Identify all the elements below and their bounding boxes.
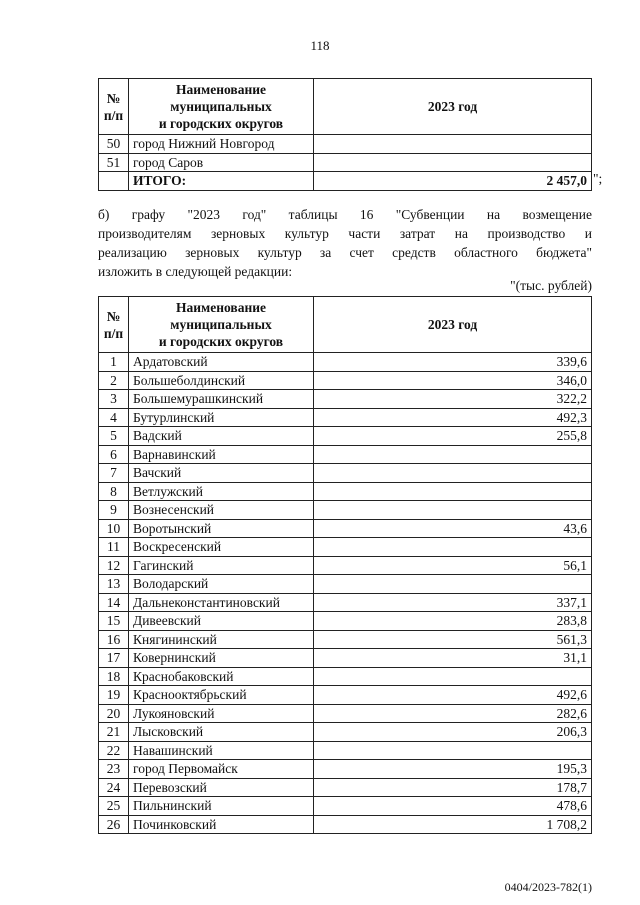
row-number: 21 — [99, 723, 129, 742]
row-number: 7 — [99, 464, 129, 483]
document-code: 0404/2023-782(1) — [504, 880, 592, 894]
table-row — [99, 741, 592, 760]
table-row — [99, 667, 592, 686]
row-name: Дальнеконстантиновский — [129, 593, 314, 612]
row-number: 25 — [99, 797, 129, 816]
row-value: 561,3 — [314, 630, 592, 649]
row-number: 1 — [99, 353, 129, 372]
row-number: 18 — [99, 667, 129, 686]
table-row — [99, 371, 592, 390]
row-value: 283,8 — [314, 612, 592, 631]
row-value — [314, 482, 592, 501]
row-number: 17 — [99, 649, 129, 668]
row-number: 12 — [99, 556, 129, 575]
row-name: Краснооктябрьский — [129, 686, 314, 705]
row-number: 8 — [99, 482, 129, 501]
row-number: 26 — [99, 815, 129, 834]
table-row — [99, 464, 592, 483]
row-name: Ардатовский — [129, 353, 314, 372]
row-name: Бутурлинский — [129, 408, 314, 427]
header-num: № п/п — [99, 297, 129, 353]
table-row — [99, 649, 592, 668]
row-value: 337,1 — [314, 593, 592, 612]
row-name: Воскресенский — [129, 538, 314, 557]
row-number: 10 — [99, 519, 129, 538]
row-name: Пильнинский — [129, 797, 314, 816]
row-number: 3 — [99, 390, 129, 409]
header-year: 2023 год — [314, 297, 592, 353]
row-value: 56,1 — [314, 556, 592, 575]
table-top — [98, 78, 592, 191]
row-number: 13 — [99, 575, 129, 594]
page-number: 118 — [310, 38, 330, 53]
row-value: 255,8 — [314, 427, 592, 446]
row-name: Володарский — [129, 575, 314, 594]
table-row — [99, 723, 592, 742]
table-row — [99, 390, 592, 409]
header-name: Наименование муниципальных и городских округов — [129, 79, 314, 135]
row-name: Ковернинский — [129, 649, 314, 668]
row-value — [314, 538, 592, 557]
row-value — [314, 135, 592, 154]
table-row — [99, 778, 592, 797]
row-name: город Нижний Новгород — [129, 135, 314, 154]
row-value — [314, 667, 592, 686]
row-value: 492,3 — [314, 408, 592, 427]
header-name: Наименование муниципальных и городских округов — [129, 297, 314, 353]
row-value: 282,6 — [314, 704, 592, 723]
table-row — [99, 538, 592, 557]
table-row — [99, 704, 592, 723]
total-label: ИТОГО: — [129, 172, 314, 191]
row-number: 11 — [99, 538, 129, 557]
row-number: 2 — [99, 371, 129, 390]
row-value: 346,0 — [314, 371, 592, 390]
row-name: город Саров — [129, 153, 314, 172]
row-value: 322,2 — [314, 390, 592, 409]
row-number: 16 — [99, 630, 129, 649]
table-row — [99, 408, 592, 427]
row-value: 31,1 — [314, 649, 592, 668]
paragraph-line: производителям зерновых культур части затрат на производство и — [98, 226, 592, 241]
row-name: Воротынский — [129, 519, 314, 538]
row-number: 22 — [99, 741, 129, 760]
row-name: Перевозский — [129, 778, 314, 797]
row-value: 195,3 — [314, 760, 592, 779]
row-value: 206,3 — [314, 723, 592, 742]
row-name: Гагинский — [129, 556, 314, 575]
row-number: 14 — [99, 593, 129, 612]
header-year: 2023 год — [314, 79, 592, 135]
table-row — [99, 135, 592, 154]
row-name: Починковский — [129, 815, 314, 834]
table-row — [99, 482, 592, 501]
row-number: 19 — [99, 686, 129, 705]
amendment-paragraph — [98, 205, 592, 281]
row-name: Лысковский — [129, 723, 314, 742]
total-num-cell — [99, 172, 129, 191]
total-value: 2 457,0 — [314, 172, 592, 191]
row-value: 43,6 — [314, 519, 592, 538]
table-main — [98, 296, 592, 834]
closing-quote: "; — [593, 171, 603, 186]
table-row — [99, 630, 592, 649]
paragraph-line: реализацию зерновых культур за счет средств областного бюджета" — [98, 245, 592, 260]
table-row — [99, 612, 592, 631]
row-value: 178,7 — [314, 778, 592, 797]
table-row — [99, 686, 592, 705]
row-name: Вадский — [129, 427, 314, 446]
row-value — [314, 741, 592, 760]
row-value — [314, 501, 592, 520]
row-value — [314, 464, 592, 483]
table-row — [99, 153, 592, 172]
row-name: Ветлужский — [129, 482, 314, 501]
table-row — [99, 445, 592, 464]
row-name: Большеболдинский — [129, 371, 314, 390]
table-row — [99, 593, 592, 612]
row-number: 24 — [99, 778, 129, 797]
table-row — [99, 760, 592, 779]
row-name: Варнавинский — [129, 445, 314, 464]
table-header-row — [99, 79, 592, 135]
table-row — [99, 353, 592, 372]
row-value — [314, 575, 592, 594]
paragraph-line: б) графу "2023 год" таблицы 16 "Субвенции на возмещение — [98, 207, 592, 222]
table-row — [99, 797, 592, 816]
unit-label: "(тыс. рублей) — [510, 278, 592, 293]
row-number: 50 — [99, 135, 129, 154]
row-value: 492,6 — [314, 686, 592, 705]
row-name: Вачский — [129, 464, 314, 483]
table-row — [99, 556, 592, 575]
table-row — [99, 501, 592, 520]
row-name: Большемурашкинский — [129, 390, 314, 409]
row-name: Дивеевский — [129, 612, 314, 631]
row-number: 4 — [99, 408, 129, 427]
row-number: 6 — [99, 445, 129, 464]
total-row — [99, 172, 592, 191]
row-name: Краснобаковский — [129, 667, 314, 686]
row-value: 1 708,2 — [314, 815, 592, 834]
row-name: Княгининский — [129, 630, 314, 649]
paragraph-line: изложить в следующей редакции: — [98, 264, 293, 279]
row-value: 478,6 — [314, 797, 592, 816]
table-row — [99, 519, 592, 538]
row-number: 15 — [99, 612, 129, 631]
row-name: Навашинский — [129, 741, 314, 760]
table-row — [99, 575, 592, 594]
table-row — [99, 427, 592, 446]
row-number: 51 — [99, 153, 129, 172]
row-number: 23 — [99, 760, 129, 779]
row-name: Вознесенский — [129, 501, 314, 520]
row-value — [314, 445, 592, 464]
header-num: № п/п — [99, 79, 129, 135]
table-row — [99, 815, 592, 834]
row-value: 339,6 — [314, 353, 592, 372]
row-number: 5 — [99, 427, 129, 446]
row-value — [314, 153, 592, 172]
row-number: 9 — [99, 501, 129, 520]
row-number: 20 — [99, 704, 129, 723]
table-header-row — [99, 297, 592, 353]
row-name: город Первомайск — [129, 760, 314, 779]
row-name: Лукояновский — [129, 704, 314, 723]
